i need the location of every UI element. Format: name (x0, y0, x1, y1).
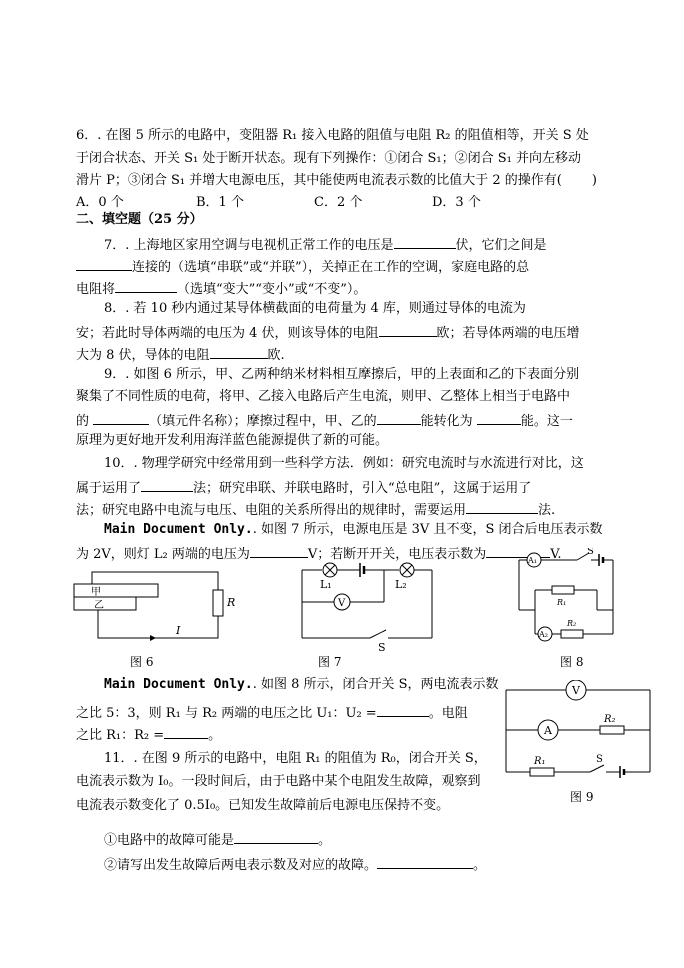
q8-text-a: 安；若此时导体两端的电压为 4 伏，则该导体的电阻 (76, 326, 379, 341)
q6-paren-close: ) (591, 173, 597, 188)
q11-line3: 电流表示数变化了 0.5I₀。已知发生故障前后电源电压保持不变。 (76, 798, 450, 813)
q10-text-a: 属于运用了 (76, 481, 142, 496)
q6-option-d: D．3 个 (432, 195, 481, 210)
fig8-r2-label: R₂ (567, 619, 577, 628)
fig6-caption: 图 6 (130, 655, 154, 669)
fig8-a2-label: A₂ (539, 630, 548, 639)
qb-tag: Main Document Only. (104, 677, 253, 692)
qa-text-b: 为 2V，则灯 L₂ 两端的电压为 (76, 547, 250, 562)
q10-blank-1 (141, 477, 193, 492)
qb-text-d: 之比 R₁：R₂ = (76, 728, 165, 743)
q6-line1: 6．. 在图 5 所示的电路中，变阻器 R₁ 接入电路的阻值与电阻 R₂ 的阻值相等，开关 S 处 (76, 128, 589, 143)
qb-line1 (104, 676, 499, 694)
q11-blank-1 (234, 829, 318, 844)
qb-line2 (76, 702, 468, 723)
figure-6-circuit (68, 566, 238, 646)
q9-line3 (76, 410, 573, 431)
fig9-r2-label: R₂ (604, 714, 616, 725)
qa-text-c: V；若断开开关，电压表示数为 (307, 547, 487, 562)
fig9-v-label: V (572, 684, 580, 697)
q11-sub1-end: 。 (318, 833, 332, 848)
q7-blank-1 (394, 234, 456, 249)
qa-line1 (104, 521, 602, 539)
q10-line2 (76, 477, 531, 498)
q11-sub1-text: ①电路中的故障可能是 (104, 833, 235, 848)
q8-line2 (76, 322, 580, 343)
q11-sub2-end: 。 (473, 858, 487, 873)
q8-text-b: 欧；若导体两端的电压增 (436, 326, 580, 341)
figure-8-circuit (505, 548, 635, 646)
q10-text-d: 法. (538, 503, 556, 518)
q7-text-c: 连接的（选填“串联”或“并联”），关掉正在工作的空调，家庭电路的总 (132, 260, 530, 275)
qa-blank-1 (250, 543, 308, 558)
q9-blank-3 (477, 410, 521, 425)
q11-line1: 11．. 在图 9 所示的电路中，电阻 R₁ 的阻值为 R₀，闭合开关 S， (104, 751, 487, 766)
q10-line3 (76, 499, 555, 520)
fig7-lamp1-label: L₁ (320, 578, 332, 591)
q6-line3-text: 滑片 P；③闭合 S₁ 并增大电源电压，其中能使两电流表示数的比值大于 2 的操作有( (76, 173, 562, 188)
q10-text-b: 法；研究串联、并联电路时，引入“总电阻”，这属于运用了 (193, 481, 532, 496)
fig9-r1-label: R₁ (534, 756, 546, 767)
q10-blank-2 (466, 499, 538, 514)
q8-line3 (76, 344, 285, 365)
q6-options (76, 194, 481, 212)
fig6-label-jia: 甲 (91, 587, 101, 598)
qb-line3 (76, 724, 221, 745)
qb-blank-2 (164, 724, 208, 739)
qb-text-a: . 如图 8 所示，闭合开关 S，两电流表示数 (252, 677, 499, 692)
fig8-r1-label: R₁ (557, 598, 567, 607)
q9-line2: 聚集了不同性质的电荷，将甲、乙接入电路后产生电流，则甲、乙整体上相当于电路中 (76, 389, 571, 404)
fig9-caption: 图 9 (570, 790, 594, 804)
fig6-label-i: I (176, 624, 181, 637)
fig7-caption: 图 7 (318, 655, 342, 669)
q7-text-a: 7．. 上海地区家用空调与电视机正常工作的电压是 (104, 238, 394, 253)
figure-7-circuit (292, 558, 442, 652)
q7-text-e: （选填“变大”“变小”或“不变”）。 (177, 282, 367, 297)
fig6-label-r: R (227, 596, 236, 609)
qa-tag: Main Document Only. (104, 522, 253, 537)
qa-text-a: . 如图 7 所示，电源电压是 3V 且不变，S 闭合后电压表示数 (252, 522, 603, 537)
q9-line4: 原理为更好地开发利用海洋蓝色能源提供了新的可能。 (76, 433, 389, 448)
q7-blank-3 (115, 278, 177, 293)
q9-text-c: 能转化为 (420, 414, 473, 429)
q11-sub1 (104, 829, 331, 850)
q6-option-a: A．0 个 (76, 195, 124, 210)
q9-text-d: 能。这一 (520, 414, 573, 429)
q6-line2: 于闭合状态、开关 S₁ 处于断开状态。现有下列操作：①闭合 S₁；②闭合 S₁ 并向左移动 (76, 151, 582, 166)
q7-blank-2 (76, 256, 132, 271)
q7-text-d: 电阻将 (76, 282, 116, 297)
fig7-lamp2-label: L₂ (395, 578, 407, 591)
q8-text-d: 欧. (267, 348, 285, 363)
q9-line1: 9．. 如图 6 所示，甲、乙两种纳米材料相互摩擦后，甲的上表面和乙的下表面分别 (104, 367, 580, 382)
qb-text-e: 。 (208, 728, 222, 743)
q8-line1: 8．. 若 10 秒内通过某导体横截面的电荷量为 4 库，则通过导体的电流为 (104, 301, 526, 316)
q7-line2 (76, 256, 529, 277)
q11-line2: 电流表示数为 I₀。一段时间后，由于电路中某个电阻发生故障，观察到 (76, 774, 481, 789)
q8-blank-2 (379, 322, 437, 337)
fig8-caption: 图 8 (560, 655, 584, 669)
q7-line1 (104, 234, 547, 255)
fig6-label-yi: 乙 (94, 600, 104, 611)
qa-text-d: V. (550, 547, 562, 562)
q9-blank-2 (377, 410, 421, 425)
q6-option-b: B．1 个 (196, 195, 244, 210)
fig7-switch-label: S (378, 641, 386, 652)
q8-text-c: 大为 8 伏，导体的电阻 (76, 348, 210, 363)
q9-text-b: （填元件名称）；摩擦过程中，甲、乙的 (149, 414, 377, 429)
qb-text-c: 。电阻 (428, 706, 468, 721)
q10-line1: 10．. 物理学研究中经常用到一些科学方法．例如：研究电流时与水流进行对比，这 (104, 456, 584, 471)
section-heading: 二、填空题（25 分） (76, 212, 203, 227)
fig8-switch-label: S (587, 548, 594, 557)
q7-text-b: 伏，它们之间是 (455, 238, 547, 253)
q9-text-a: 的 (76, 414, 90, 429)
q6-option-c: C．2 个 (314, 195, 363, 210)
q6-line3 (76, 172, 597, 190)
q7-line3 (76, 278, 366, 299)
figure-9-circuit (500, 680, 660, 784)
q8-blank-3 (210, 344, 268, 359)
q11-sub2-text: ②请写出发生故障后两电表示数及对应的故障。 (104, 858, 378, 873)
q9-blank-1 (93, 410, 149, 425)
fig8-a1-label: A₁ (528, 556, 537, 565)
qb-blank-1 (377, 702, 429, 717)
qb-text-b: 之比 5：3，则 R₁ 与 R₂ 两端的电压之比 U₁：U₂ = (76, 706, 377, 721)
fig9-switch-label: S (596, 754, 603, 765)
fig7-meter-label: V (338, 598, 346, 609)
q11-blank-2 (377, 854, 473, 869)
q10-text-c: 法；研究电路中电流与电压、电阻的关系所得出的规律时，需要运用 (76, 503, 467, 518)
fig9-a-label: A (544, 724, 552, 737)
q11-sub2 (104, 854, 486, 875)
